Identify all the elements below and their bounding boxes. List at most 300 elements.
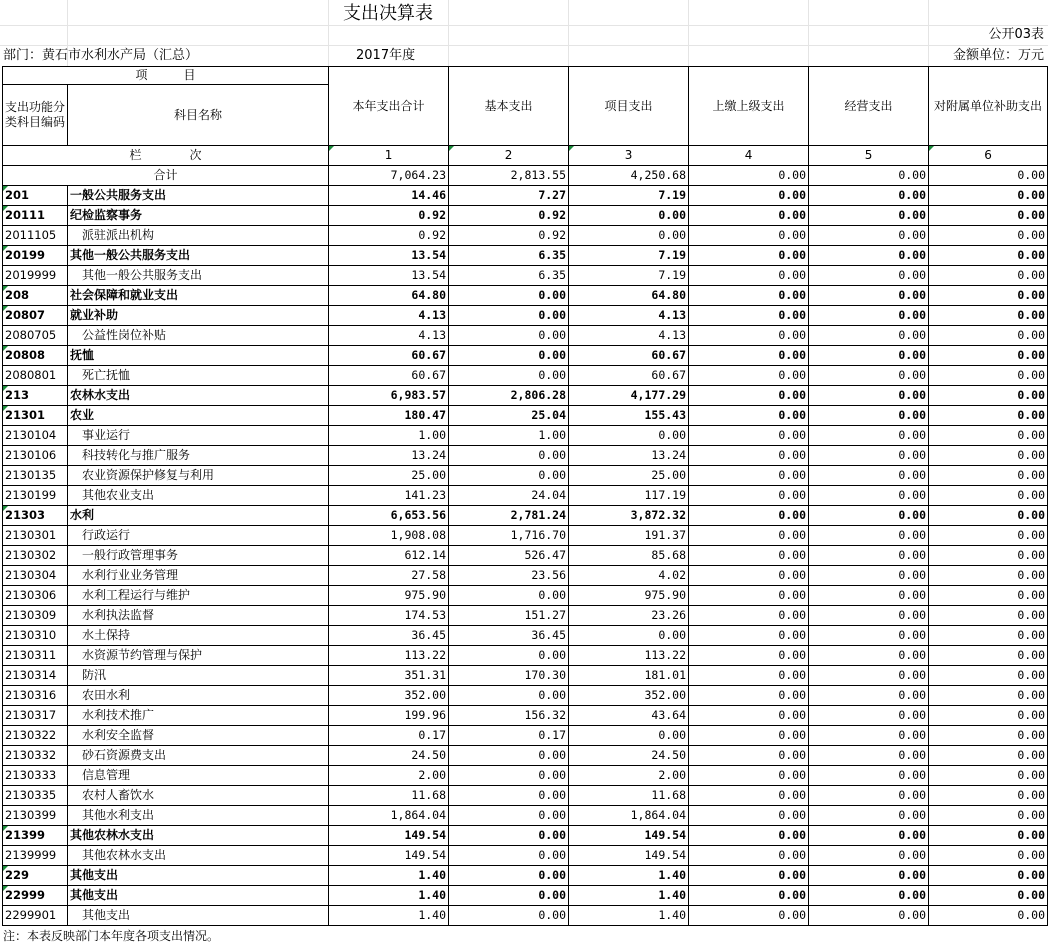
row-name-cell[interactable]: 水资源节约管理与保护 bbox=[68, 646, 329, 666]
row-code-cell[interactable]: 229 bbox=[3, 866, 68, 886]
row-name-cell[interactable]: 一般行政管理事务 bbox=[68, 546, 329, 566]
row-value-cell-5[interactable]: 0.00 bbox=[809, 366, 929, 386]
row-value-cell-3[interactable]: 352.00 bbox=[569, 686, 689, 706]
row-name-cell[interactable]: 就业补助 bbox=[68, 306, 329, 326]
row-name-cell[interactable]: 公益性岗位补贴 bbox=[68, 326, 329, 346]
row-value-cell-1[interactable]: 149.54 bbox=[329, 846, 449, 866]
row-value-cell-6[interactable]: 0.00 bbox=[929, 826, 1048, 846]
row-value-cell-5[interactable]: 0.00 bbox=[809, 606, 929, 626]
row-value-cell-5[interactable]: 0.00 bbox=[809, 466, 929, 486]
row-value-cell-3[interactable]: 0.00 bbox=[569, 206, 689, 226]
row-name-cell[interactable]: 其他一般公共服务支出 bbox=[68, 266, 329, 286]
row-value-cell-4[interactable]: 0.00 bbox=[689, 346, 809, 366]
row-value-cell-4[interactable]: 0.00 bbox=[689, 786, 809, 806]
row-value-cell-4[interactable]: 0.00 bbox=[689, 726, 809, 746]
row-name-cell[interactable]: 农林水支出 bbox=[68, 386, 329, 406]
row-code-cell[interactable]: 2139999 bbox=[3, 846, 68, 866]
row-value-cell-3[interactable]: 2.00 bbox=[569, 766, 689, 786]
row-value-cell-4[interactable]: 0.00 bbox=[689, 466, 809, 486]
row-value-cell-3[interactable]: 1,864.04 bbox=[569, 806, 689, 826]
row-value-cell-4[interactable]: 0.00 bbox=[689, 626, 809, 646]
row-value-cell-3[interactable]: 4.13 bbox=[569, 326, 689, 346]
row-code-cell[interactable]: 213 bbox=[3, 386, 68, 406]
row-value-cell-4[interactable]: 0.00 bbox=[689, 666, 809, 686]
total-value-6[interactable]: 0.00 bbox=[929, 166, 1048, 186]
row-value-cell-2[interactable]: 0.00 bbox=[449, 286, 569, 306]
col-number-2[interactable]: 2 bbox=[449, 146, 569, 166]
row-value-cell-6[interactable]: 0.00 bbox=[929, 566, 1048, 586]
row-value-cell-4[interactable]: 0.00 bbox=[689, 806, 809, 826]
row-value-cell-2[interactable]: 2,781.24 bbox=[449, 506, 569, 526]
row-value-cell-1[interactable]: 141.23 bbox=[329, 486, 449, 506]
row-value-cell-5[interactable]: 0.00 bbox=[809, 546, 929, 566]
row-value-cell-4[interactable]: 0.00 bbox=[689, 366, 809, 386]
row-value-cell-5[interactable]: 0.00 bbox=[809, 506, 929, 526]
row-name-cell[interactable]: 水利安全监督 bbox=[68, 726, 329, 746]
header-col-5[interactable]: 经营支出 bbox=[809, 67, 929, 146]
row-name-cell[interactable]: 水利执法监督 bbox=[68, 606, 329, 626]
row-value-cell-3[interactable]: 117.19 bbox=[569, 486, 689, 506]
header-name[interactable]: 科目名称 bbox=[68, 85, 329, 146]
row-value-cell-6[interactable]: 0.00 bbox=[929, 866, 1048, 886]
row-value-cell-5[interactable]: 0.00 bbox=[809, 246, 929, 266]
row-value-cell-3[interactable]: 60.67 bbox=[569, 366, 689, 386]
row-name-cell[interactable]: 其他农林水支出 bbox=[68, 846, 329, 866]
col-number-1[interactable]: 1 bbox=[329, 146, 449, 166]
row-name-cell[interactable]: 农业 bbox=[68, 406, 329, 426]
row-value-cell-6[interactable]: 0.00 bbox=[929, 226, 1048, 246]
row-value-cell-3[interactable]: 1.40 bbox=[569, 906, 689, 926]
row-value-cell-4[interactable]: 0.00 bbox=[689, 206, 809, 226]
row-value-cell-3[interactable]: 0.00 bbox=[569, 726, 689, 746]
row-value-cell-2[interactable]: 151.27 bbox=[449, 606, 569, 626]
row-code-cell[interactable]: 2019999 bbox=[3, 266, 68, 286]
row-value-cell-2[interactable]: 6.35 bbox=[449, 266, 569, 286]
row-value-cell-5[interactable]: 0.00 bbox=[809, 806, 929, 826]
row-value-cell-3[interactable]: 155.43 bbox=[569, 406, 689, 426]
row-value-cell-6[interactable]: 0.00 bbox=[929, 266, 1048, 286]
row-value-cell-1[interactable]: 2.00 bbox=[329, 766, 449, 786]
row-value-cell-6[interactable]: 0.00 bbox=[929, 846, 1048, 866]
row-value-cell-5[interactable]: 0.00 bbox=[809, 526, 929, 546]
row-value-cell-2[interactable]: 0.17 bbox=[449, 726, 569, 746]
row-value-cell-2[interactable]: 23.56 bbox=[449, 566, 569, 586]
row-value-cell-1[interactable]: 4.13 bbox=[329, 306, 449, 326]
row-value-cell-4[interactable]: 0.00 bbox=[689, 746, 809, 766]
row-value-cell-2[interactable]: 0.00 bbox=[449, 846, 569, 866]
row-value-cell-2[interactable]: 0.00 bbox=[449, 446, 569, 466]
total-value-1[interactable]: 7,064.23 bbox=[329, 166, 449, 186]
row-value-cell-6[interactable]: 0.00 bbox=[929, 666, 1048, 686]
row-code-cell[interactable]: 21303 bbox=[3, 506, 68, 526]
row-value-cell-4[interactable]: 0.00 bbox=[689, 486, 809, 506]
row-name-cell[interactable]: 抚恤 bbox=[68, 346, 329, 366]
row-value-cell-4[interactable]: 0.00 bbox=[689, 386, 809, 406]
row-value-cell-3[interactable]: 24.50 bbox=[569, 746, 689, 766]
row-value-cell-1[interactable]: 25.00 bbox=[329, 466, 449, 486]
row-value-cell-6[interactable]: 0.00 bbox=[929, 606, 1048, 626]
header-col-6[interactable]: 对附属单位补助支出 bbox=[929, 67, 1048, 146]
row-value-cell-6[interactable]: 0.00 bbox=[929, 806, 1048, 826]
row-name-cell[interactable]: 水利行业业务管理 bbox=[68, 566, 329, 586]
row-name-cell[interactable]: 砂石资源费支出 bbox=[68, 746, 329, 766]
row-value-cell-3[interactable]: 13.24 bbox=[569, 446, 689, 466]
row-code-cell[interactable]: 2130304 bbox=[3, 566, 68, 586]
row-name-cell[interactable]: 水土保持 bbox=[68, 626, 329, 646]
row-code-cell[interactable]: 2130309 bbox=[3, 606, 68, 626]
row-name-cell[interactable]: 社会保障和就业支出 bbox=[68, 286, 329, 306]
row-value-cell-6[interactable]: 0.00 bbox=[929, 446, 1048, 466]
row-value-cell-6[interactable]: 0.00 bbox=[929, 506, 1048, 526]
row-name-cell[interactable]: 科技转化与推广服务 bbox=[68, 446, 329, 466]
row-name-cell[interactable]: 农村人畜饮水 bbox=[68, 786, 329, 806]
row-code-cell[interactable]: 2130301 bbox=[3, 526, 68, 546]
row-value-cell-1[interactable]: 13.54 bbox=[329, 246, 449, 266]
col-number-5[interactable]: 5 bbox=[809, 146, 929, 166]
row-value-cell-1[interactable]: 60.67 bbox=[329, 366, 449, 386]
row-value-cell-2[interactable]: 0.00 bbox=[449, 866, 569, 886]
row-value-cell-3[interactable]: 4.13 bbox=[569, 306, 689, 326]
row-value-cell-4[interactable]: 0.00 bbox=[689, 846, 809, 866]
row-code-cell[interactable]: 2130399 bbox=[3, 806, 68, 826]
header-item[interactable]: 项 目 bbox=[3, 67, 329, 85]
row-value-cell-4[interactable]: 0.00 bbox=[689, 886, 809, 906]
row-value-cell-5[interactable]: 0.00 bbox=[809, 646, 929, 666]
row-value-cell-6[interactable]: 0.00 bbox=[929, 706, 1048, 726]
row-name-cell[interactable]: 派驻派出机构 bbox=[68, 226, 329, 246]
row-value-cell-4[interactable]: 0.00 bbox=[689, 326, 809, 346]
row-value-cell-5[interactable]: 0.00 bbox=[809, 306, 929, 326]
row-value-cell-6[interactable]: 0.00 bbox=[929, 346, 1048, 366]
row-value-cell-4[interactable]: 0.00 bbox=[689, 246, 809, 266]
row-value-cell-1[interactable]: 0.92 bbox=[329, 206, 449, 226]
row-value-cell-4[interactable]: 0.00 bbox=[689, 586, 809, 606]
row-value-cell-5[interactable]: 0.00 bbox=[809, 786, 929, 806]
col-number-6[interactable]: 6 bbox=[929, 146, 1048, 166]
row-value-cell-1[interactable]: 1,864.04 bbox=[329, 806, 449, 826]
row-value-cell-1[interactable]: 612.14 bbox=[329, 546, 449, 566]
row-value-cell-3[interactable]: 23.26 bbox=[569, 606, 689, 626]
row-value-cell-2[interactable]: 0.00 bbox=[449, 466, 569, 486]
row-value-cell-5[interactable]: 0.00 bbox=[809, 346, 929, 366]
row-value-cell-2[interactable]: 24.04 bbox=[449, 486, 569, 506]
row-name-cell[interactable]: 水利工程运行与维护 bbox=[68, 586, 329, 606]
row-value-cell-5[interactable]: 0.00 bbox=[809, 626, 929, 646]
row-value-cell-5[interactable]: 0.00 bbox=[809, 746, 929, 766]
row-name-cell[interactable]: 农业资源保护修复与利用 bbox=[68, 466, 329, 486]
row-value-cell-4[interactable]: 0.00 bbox=[689, 706, 809, 726]
row-value-cell-6[interactable]: 0.00 bbox=[929, 646, 1048, 666]
row-code-cell[interactable]: 2080801 bbox=[3, 366, 68, 386]
row-value-cell-3[interactable]: 7.19 bbox=[569, 186, 689, 206]
row-value-cell-5[interactable]: 0.00 bbox=[809, 666, 929, 686]
row-value-cell-1[interactable]: 4.13 bbox=[329, 326, 449, 346]
row-value-cell-5[interactable]: 0.00 bbox=[809, 766, 929, 786]
row-value-cell-4[interactable]: 0.00 bbox=[689, 266, 809, 286]
row-value-cell-2[interactable]: 0.00 bbox=[449, 646, 569, 666]
row-value-cell-1[interactable]: 36.45 bbox=[329, 626, 449, 646]
row-name-cell[interactable]: 农田水利 bbox=[68, 686, 329, 706]
header-col-1[interactable]: 本年支出合计 bbox=[329, 67, 449, 146]
row-name-cell[interactable]: 行政运行 bbox=[68, 526, 329, 546]
row-code-cell[interactable]: 2299901 bbox=[3, 906, 68, 926]
total-value-5[interactable]: 0.00 bbox=[809, 166, 929, 186]
row-value-cell-4[interactable]: 0.00 bbox=[689, 286, 809, 306]
row-value-cell-1[interactable]: 6,653.56 bbox=[329, 506, 449, 526]
row-value-cell-5[interactable]: 0.00 bbox=[809, 906, 929, 926]
row-value-cell-4[interactable]: 0.00 bbox=[689, 606, 809, 626]
row-value-cell-5[interactable]: 0.00 bbox=[809, 726, 929, 746]
row-value-cell-6[interactable]: 0.00 bbox=[929, 466, 1048, 486]
row-code-cell[interactable]: 2080705 bbox=[3, 326, 68, 346]
row-value-cell-4[interactable]: 0.00 bbox=[689, 446, 809, 466]
row-value-cell-2[interactable]: 0.00 bbox=[449, 686, 569, 706]
row-value-cell-3[interactable]: 149.54 bbox=[569, 826, 689, 846]
column-label[interactable]: 栏 次 bbox=[3, 146, 329, 166]
row-value-cell-3[interactable]: 149.54 bbox=[569, 846, 689, 866]
row-code-cell[interactable]: 20807 bbox=[3, 306, 68, 326]
row-code-cell[interactable]: 2011105 bbox=[3, 226, 68, 246]
row-value-cell-6[interactable]: 0.00 bbox=[929, 306, 1048, 326]
row-value-cell-3[interactable]: 60.67 bbox=[569, 346, 689, 366]
row-value-cell-6[interactable]: 0.00 bbox=[929, 246, 1048, 266]
row-value-cell-1[interactable]: 1.40 bbox=[329, 886, 449, 906]
row-value-cell-6[interactable]: 0.00 bbox=[929, 746, 1048, 766]
row-value-cell-4[interactable]: 0.00 bbox=[689, 646, 809, 666]
row-value-cell-5[interactable]: 0.00 bbox=[809, 446, 929, 466]
header-code[interactable]: 支出功能分类科目编码 bbox=[3, 85, 68, 146]
row-value-cell-2[interactable]: 0.00 bbox=[449, 306, 569, 326]
total-label[interactable]: 合计 bbox=[3, 166, 329, 186]
row-code-cell[interactable]: 21399 bbox=[3, 826, 68, 846]
row-value-cell-1[interactable]: 351.31 bbox=[329, 666, 449, 686]
row-value-cell-2[interactable]: 0.00 bbox=[449, 366, 569, 386]
row-code-cell[interactable]: 2130310 bbox=[3, 626, 68, 646]
row-value-cell-1[interactable]: 180.47 bbox=[329, 406, 449, 426]
row-value-cell-4[interactable]: 0.00 bbox=[689, 406, 809, 426]
row-value-cell-3[interactable]: 1.40 bbox=[569, 866, 689, 886]
row-value-cell-6[interactable]: 0.00 bbox=[929, 726, 1048, 746]
row-value-cell-5[interactable]: 0.00 bbox=[809, 846, 929, 866]
row-code-cell[interactable]: 2130135 bbox=[3, 466, 68, 486]
row-value-cell-4[interactable]: 0.00 bbox=[689, 686, 809, 706]
row-value-cell-2[interactable]: 0.92 bbox=[449, 226, 569, 246]
row-code-cell[interactable]: 2130335 bbox=[3, 786, 68, 806]
row-code-cell[interactable]: 20199 bbox=[3, 246, 68, 266]
row-value-cell-2[interactable]: 0.92 bbox=[449, 206, 569, 226]
row-value-cell-6[interactable]: 0.00 bbox=[929, 546, 1048, 566]
row-value-cell-4[interactable]: 0.00 bbox=[689, 226, 809, 246]
row-value-cell-3[interactable]: 4.02 bbox=[569, 566, 689, 586]
row-value-cell-6[interactable]: 0.00 bbox=[929, 886, 1048, 906]
row-value-cell-2[interactable]: 25.04 bbox=[449, 406, 569, 426]
row-value-cell-6[interactable]: 0.00 bbox=[929, 786, 1048, 806]
row-name-cell[interactable]: 一般公共服务支出 bbox=[68, 186, 329, 206]
row-value-cell-1[interactable]: 975.90 bbox=[329, 586, 449, 606]
row-value-cell-3[interactable]: 975.90 bbox=[569, 586, 689, 606]
row-value-cell-5[interactable]: 0.00 bbox=[809, 406, 929, 426]
row-value-cell-2[interactable]: 36.45 bbox=[449, 626, 569, 646]
row-value-cell-4[interactable]: 0.00 bbox=[689, 526, 809, 546]
col-number-3[interactable]: 3 bbox=[569, 146, 689, 166]
row-value-cell-5[interactable]: 0.00 bbox=[809, 566, 929, 586]
row-value-cell-3[interactable]: 11.68 bbox=[569, 786, 689, 806]
row-value-cell-5[interactable]: 0.00 bbox=[809, 266, 929, 286]
row-name-cell[interactable]: 信息管理 bbox=[68, 766, 329, 786]
row-value-cell-5[interactable]: 0.00 bbox=[809, 426, 929, 446]
row-value-cell-2[interactable]: 0.00 bbox=[449, 826, 569, 846]
row-code-cell[interactable]: 2130311 bbox=[3, 646, 68, 666]
row-code-cell[interactable]: 2130306 bbox=[3, 586, 68, 606]
row-value-cell-6[interactable]: 0.00 bbox=[929, 386, 1048, 406]
row-value-cell-6[interactable]: 0.00 bbox=[929, 766, 1048, 786]
row-code-cell[interactable]: 21301 bbox=[3, 406, 68, 426]
row-value-cell-1[interactable]: 6,983.57 bbox=[329, 386, 449, 406]
row-value-cell-4[interactable]: 0.00 bbox=[689, 186, 809, 206]
row-value-cell-4[interactable]: 0.00 bbox=[689, 306, 809, 326]
row-value-cell-4[interactable]: 0.00 bbox=[689, 546, 809, 566]
row-value-cell-5[interactable]: 0.00 bbox=[809, 686, 929, 706]
row-value-cell-6[interactable]: 0.00 bbox=[929, 526, 1048, 546]
row-value-cell-2[interactable]: 0.00 bbox=[449, 766, 569, 786]
row-value-cell-6[interactable]: 0.00 bbox=[929, 206, 1048, 226]
row-name-cell[interactable]: 其他一般公共服务支出 bbox=[68, 246, 329, 266]
row-value-cell-4[interactable]: 0.00 bbox=[689, 766, 809, 786]
row-value-cell-2[interactable]: 0.00 bbox=[449, 906, 569, 926]
row-code-cell[interactable]: 208 bbox=[3, 286, 68, 306]
row-value-cell-3[interactable]: 64.80 bbox=[569, 286, 689, 306]
row-value-cell-1[interactable]: 13.54 bbox=[329, 266, 449, 286]
row-value-cell-2[interactable]: 0.00 bbox=[449, 346, 569, 366]
row-name-cell[interactable]: 其他支出 bbox=[68, 866, 329, 886]
row-name-cell[interactable]: 事业运行 bbox=[68, 426, 329, 446]
row-value-cell-2[interactable]: 2,806.28 bbox=[449, 386, 569, 406]
row-value-cell-6[interactable]: 0.00 bbox=[929, 626, 1048, 646]
row-value-cell-1[interactable]: 352.00 bbox=[329, 686, 449, 706]
header-col-3[interactable]: 项目支出 bbox=[569, 67, 689, 146]
row-value-cell-3[interactable]: 113.22 bbox=[569, 646, 689, 666]
row-value-cell-3[interactable]: 4,177.29 bbox=[569, 386, 689, 406]
row-value-cell-2[interactable]: 0.00 bbox=[449, 886, 569, 906]
row-value-cell-1[interactable]: 199.96 bbox=[329, 706, 449, 726]
row-value-cell-4[interactable]: 0.00 bbox=[689, 566, 809, 586]
row-value-cell-6[interactable]: 0.00 bbox=[929, 906, 1048, 926]
row-value-cell-2[interactable]: 1,716.70 bbox=[449, 526, 569, 546]
row-value-cell-2[interactable]: 526.47 bbox=[449, 546, 569, 566]
row-value-cell-1[interactable]: 1,908.08 bbox=[329, 526, 449, 546]
row-value-cell-6[interactable]: 0.00 bbox=[929, 406, 1048, 426]
row-value-cell-6[interactable]: 0.00 bbox=[929, 486, 1048, 506]
row-name-cell[interactable]: 纪检监察事务 bbox=[68, 206, 329, 226]
row-name-cell[interactable]: 防汛 bbox=[68, 666, 329, 686]
row-value-cell-2[interactable]: 6.35 bbox=[449, 246, 569, 266]
row-value-cell-1[interactable]: 1.00 bbox=[329, 426, 449, 446]
row-value-cell-5[interactable]: 0.00 bbox=[809, 386, 929, 406]
row-value-cell-5[interactable]: 0.00 bbox=[809, 206, 929, 226]
row-code-cell[interactable]: 20808 bbox=[3, 346, 68, 366]
row-value-cell-1[interactable]: 11.68 bbox=[329, 786, 449, 806]
row-value-cell-1[interactable]: 13.24 bbox=[329, 446, 449, 466]
row-value-cell-4[interactable]: 0.00 bbox=[689, 826, 809, 846]
row-value-cell-3[interactable]: 1.40 bbox=[569, 886, 689, 906]
row-value-cell-1[interactable]: 14.46 bbox=[329, 186, 449, 206]
row-value-cell-2[interactable]: 156.32 bbox=[449, 706, 569, 726]
row-value-cell-4[interactable]: 0.00 bbox=[689, 866, 809, 886]
row-value-cell-3[interactable]: 0.00 bbox=[569, 226, 689, 246]
row-code-cell[interactable]: 2130333 bbox=[3, 766, 68, 786]
row-value-cell-3[interactable]: 7.19 bbox=[569, 266, 689, 286]
row-value-cell-6[interactable]: 0.00 bbox=[929, 686, 1048, 706]
row-value-cell-2[interactable]: 0.00 bbox=[449, 746, 569, 766]
row-value-cell-3[interactable]: 181.01 bbox=[569, 666, 689, 686]
row-value-cell-2[interactable]: 0.00 bbox=[449, 326, 569, 346]
total-value-4[interactable]: 0.00 bbox=[689, 166, 809, 186]
row-code-cell[interactable]: 2130322 bbox=[3, 726, 68, 746]
row-value-cell-1[interactable]: 0.92 bbox=[329, 226, 449, 246]
row-code-cell[interactable]: 2130106 bbox=[3, 446, 68, 466]
row-value-cell-3[interactable]: 0.00 bbox=[569, 626, 689, 646]
header-col-2[interactable]: 基本支出 bbox=[449, 67, 569, 146]
row-code-cell[interactable]: 22999 bbox=[3, 886, 68, 906]
row-value-cell-2[interactable]: 170.30 bbox=[449, 666, 569, 686]
row-name-cell[interactable]: 其他支出 bbox=[68, 906, 329, 926]
row-value-cell-6[interactable]: 0.00 bbox=[929, 326, 1048, 346]
row-code-cell[interactable]: 2130302 bbox=[3, 546, 68, 566]
row-value-cell-2[interactable]: 1.00 bbox=[449, 426, 569, 446]
row-name-cell[interactable]: 其他农林水支出 bbox=[68, 826, 329, 846]
row-value-cell-5[interactable]: 0.00 bbox=[809, 866, 929, 886]
row-code-cell[interactable]: 2130316 bbox=[3, 686, 68, 706]
row-value-cell-4[interactable]: 0.00 bbox=[689, 906, 809, 926]
row-value-cell-6[interactable]: 0.00 bbox=[929, 286, 1048, 306]
row-code-cell[interactable]: 2130317 bbox=[3, 706, 68, 726]
row-value-cell-3[interactable]: 0.00 bbox=[569, 426, 689, 446]
total-value-3[interactable]: 4,250.68 bbox=[569, 166, 689, 186]
row-value-cell-5[interactable]: 0.00 bbox=[809, 486, 929, 506]
row-value-cell-1[interactable]: 24.50 bbox=[329, 746, 449, 766]
header-col-4[interactable]: 上缴上级支出 bbox=[689, 67, 809, 146]
row-value-cell-6[interactable]: 0.00 bbox=[929, 366, 1048, 386]
row-name-cell[interactable]: 其他支出 bbox=[68, 886, 329, 906]
total-value-2[interactable]: 2,813.55 bbox=[449, 166, 569, 186]
row-code-cell[interactable]: 2130199 bbox=[3, 486, 68, 506]
row-name-cell[interactable]: 水利技术推广 bbox=[68, 706, 329, 726]
row-value-cell-2[interactable]: 0.00 bbox=[449, 586, 569, 606]
row-name-cell[interactable]: 其他农业支出 bbox=[68, 486, 329, 506]
row-value-cell-1[interactable]: 113.22 bbox=[329, 646, 449, 666]
row-value-cell-1[interactable]: 27.58 bbox=[329, 566, 449, 586]
row-code-cell[interactable]: 201 bbox=[3, 186, 68, 206]
row-value-cell-1[interactable]: 1.40 bbox=[329, 866, 449, 886]
row-value-cell-2[interactable]: 0.00 bbox=[449, 806, 569, 826]
col-number-4[interactable]: 4 bbox=[689, 146, 809, 166]
row-name-cell[interactable]: 水利 bbox=[68, 506, 329, 526]
row-value-cell-5[interactable]: 0.00 bbox=[809, 226, 929, 246]
row-value-cell-3[interactable]: 3,872.32 bbox=[569, 506, 689, 526]
row-code-cell[interactable]: 20111 bbox=[3, 206, 68, 226]
row-value-cell-6[interactable]: 0.00 bbox=[929, 426, 1048, 446]
row-value-cell-5[interactable]: 0.00 bbox=[809, 586, 929, 606]
row-value-cell-3[interactable]: 191.37 bbox=[569, 526, 689, 546]
row-value-cell-5[interactable]: 0.00 bbox=[809, 826, 929, 846]
row-value-cell-5[interactable]: 0.00 bbox=[809, 886, 929, 906]
row-value-cell-6[interactable]: 0.00 bbox=[929, 186, 1048, 206]
row-value-cell-2[interactable]: 7.27 bbox=[449, 186, 569, 206]
row-value-cell-4[interactable]: 0.00 bbox=[689, 506, 809, 526]
row-value-cell-3[interactable]: 85.68 bbox=[569, 546, 689, 566]
row-name-cell[interactable]: 其他水利支出 bbox=[68, 806, 329, 826]
row-value-cell-6[interactable]: 0.00 bbox=[929, 586, 1048, 606]
